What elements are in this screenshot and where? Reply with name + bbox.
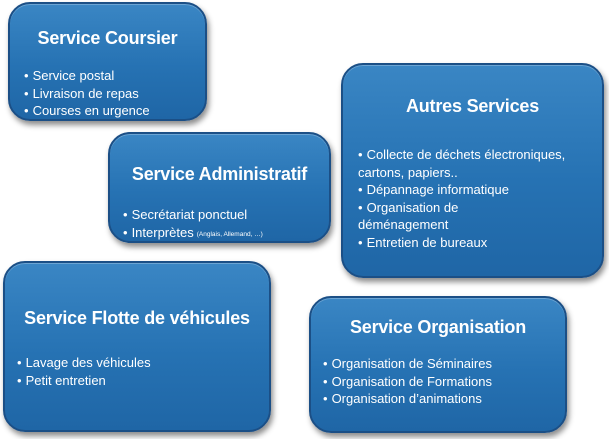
bullet-icon: •: [17, 372, 22, 388]
item-text: Organisation d’animations: [331, 391, 482, 406]
card-title: Service Administratif: [131, 164, 308, 184]
list-item: [358, 234, 592, 252]
card-item-list: [323, 355, 492, 408]
list-item: [24, 67, 150, 85]
card-item-list: [24, 67, 150, 120]
bullet-icon: •: [358, 234, 363, 250]
bullet-icon: •: [323, 356, 328, 371]
item-text: Entretien de bureaux: [366, 234, 488, 250]
autres-services-card: [341, 63, 604, 278]
item-text: Organisation de Séminaires: [331, 356, 492, 371]
bullet-icon: •: [358, 182, 363, 197]
item-text: Secrétariat ponctuel: [131, 207, 248, 222]
card-title: Service Flotte de véhicules: [24, 308, 250, 328]
bullet-icon: •: [123, 207, 128, 222]
bullet-icon: •: [323, 391, 328, 406]
bullet-icon: •: [24, 103, 29, 118]
bullet-icon: •: [24, 85, 29, 101]
list-item: [323, 373, 492, 391]
service-administratif-card: [108, 132, 331, 243]
item-text: Petit entretien: [25, 372, 106, 388]
list-item: [17, 372, 151, 390]
list-item: [323, 390, 492, 408]
card-title: Service Organisation: [349, 317, 527, 337]
list-item: [24, 102, 150, 120]
bullet-icon: •: [358, 147, 363, 162]
item-text: Dépannage informatique: [366, 182, 509, 197]
list-item: [17, 354, 151, 372]
bullet-icon: •: [17, 355, 22, 370]
service-organisation-card: [309, 296, 567, 433]
bullet-icon: •: [24, 68, 29, 83]
item-text: Collecte de déchets électroniques, cartons, papiers..: [358, 147, 566, 180]
service-flotte-card: [3, 261, 271, 432]
list-item: [358, 181, 592, 199]
card-title: Autres Services: [405, 96, 540, 116]
item-note: (Anglais, Allemand, …): [196, 230, 263, 238]
list-item: [358, 146, 592, 181]
list-item: [123, 224, 263, 244]
item-text: Courses en urgence: [32, 103, 150, 118]
bullet-icon: •: [123, 224, 128, 240]
card-item-list: [358, 146, 592, 251]
card-title: Service Coursier: [37, 28, 178, 48]
item-text: Service postal: [32, 68, 115, 83]
item-text: Interprètes: [131, 224, 194, 240]
item-text: Livraison de repas: [32, 85, 139, 101]
card-item-list: [123, 206, 263, 243]
card-item-list: [17, 354, 151, 389]
list-item: [123, 206, 263, 224]
item-text: Lavage des véhicules: [25, 355, 151, 370]
item-text: Organisation de déménagement: [358, 199, 459, 232]
list-item: [323, 355, 492, 373]
item-text: Organisation de Formations: [331, 373, 492, 389]
list-item: [24, 85, 150, 103]
bullet-icon: •: [358, 199, 363, 215]
service-coursier-card: [8, 2, 207, 121]
bullet-icon: •: [323, 373, 328, 389]
list-item: [358, 199, 592, 234]
